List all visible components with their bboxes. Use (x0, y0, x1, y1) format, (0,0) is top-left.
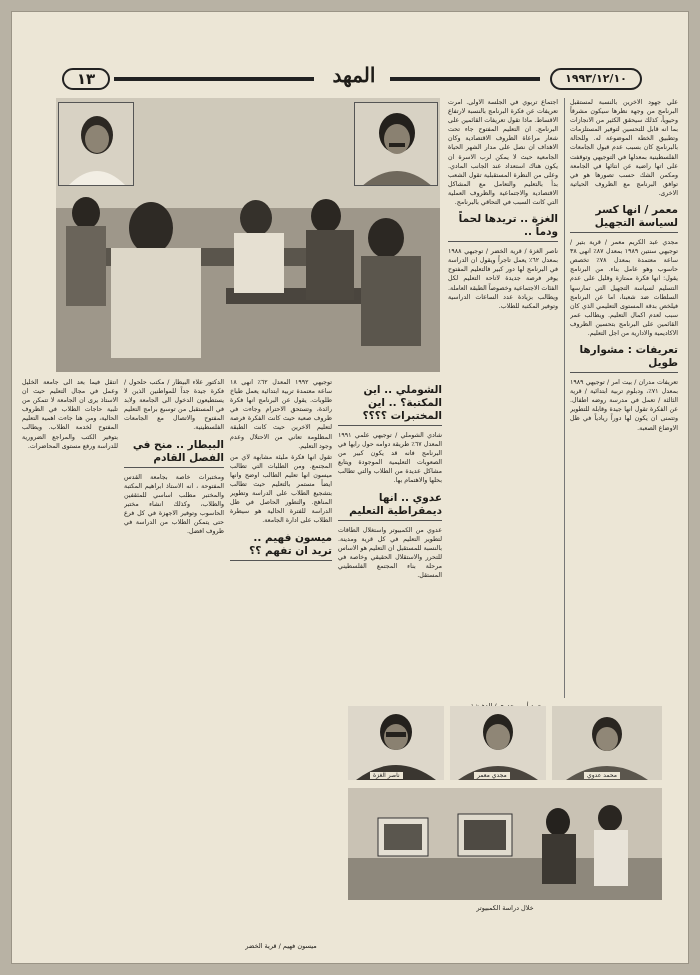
article-column-5 (124, 378, 224, 934)
column-4-text-b: تقول انها فكرة مليئة مشابهة لاي من المجتمع. ومن الطلبات التي تطالب ميسون انها تعليم الطالب اوضح وانها ايضاً مستمر بالتعليم حيث تطالب بتشجيع الطلاب على الدراسة وتطوير المناهج. والتطور الحاصل في ظل الدراسة للفترة الحالية هو سيطرة الطلاب على ادارة الجامعة. (230, 453, 332, 525)
portrait-photo-right (354, 102, 438, 186)
caption-ghazza: ناصر الغزة (370, 772, 403, 779)
headline-ghazza: الغزة .. تريدها لحماً ودماً .. (448, 213, 558, 242)
column-2-text-b: ناصر الغزة / قرية الخضر / توجيهي ١٩٨٨ بمعدل ٦٢٪ يعمل تاجراً ويقول ان الدراسة في البرنامج لها دور كبير فالتعليم المفتوح يوفر فرصة جديدة لاتاحة التعليم لكل الفئات الاجتماعية وخصوصاً الطبقة العاملة. ويطالب بزيادة عدد الساعات الدراسية وتوفير المكتبة للطلاب. (448, 248, 558, 310)
headline-shomali: الشوملي .. اين المكتبة؟ .. اين المختبرات ؟؟؟؟ (338, 384, 442, 426)
masthead-rule-left (114, 77, 314, 81)
headline-adawi: عدوي .. انها ديمقراطية التعليم (338, 492, 442, 521)
newspaper-page (12, 12, 688, 963)
caption-adawi: محمد عدوي (584, 772, 620, 779)
lab-photo-caption: خلال دراسة الكمبيوتر (476, 904, 534, 912)
portrait-ghazza (348, 706, 444, 780)
masthead (62, 60, 642, 100)
byline-maysoon: ميسون فهيم / قرية الخضر (245, 942, 317, 950)
column-divider (564, 98, 565, 698)
column-1-text-a: علي جهود الاخرين بالنسبة لمستقبل البرنامج من وجهة نظرها سيكون مشرقاً وحيوياً، كذلك سيحقق الكثير من الانجازات بما انه قابل للتحسين لتوفير المستلزمات وتطبيق الخطة الموضوعة له. وللحالة بالبرنامج كان بسبب عدم قبول الجامعات الفلسطينية بمعدلها في التوجيهي وتوقفت على اتها راضية عن انتائها في الجامعة ومكمن الشك حسب تصورها هو في توافق البرنامج مع الظروف الحياتية الاخرى. (570, 99, 678, 197)
column-5-text-b: ومختبرات خاصة بجامعة القدس المفتوحة ، انه الاستاذ ابراهيم المكتبة والمختبر مطلب اساسي للمثقفين والطلاب، وكذلك انشاء مختبر الحاسوب وتوفير الاجهزة في كل فرع حتى يتمكن الطلاب من الدراسة في ظروف افضل. (124, 473, 224, 536)
article-column-6 (22, 378, 118, 934)
column-1-text-c: تعريفات مدران / بيت امر / توجيهي ١٩٨٩ بمعدل ٧١٪، ودبلوم تربية ابتدائية / قرية الثالثة / تعمل في مدرسة روضه اطفال. عن الفكرة تقول انها جيدة وقابلة للتطوير وتتمنى ان يكون لها دوراً ريادياً في ظل الاوضاع الصعبة. (570, 379, 678, 432)
column-4-text-a: توجيهي ١٩٩٢ المعدل ٦٢٪ انهى ١٨ ساعة معتمدة تربية ابتدائية يعمل طباخ طلوبات. يقول عن البرنامج انها فكرة رائدة، وتستحق الاحترام وجاءت في ظروف صعبة حيث كانت الفكرة فرصة لتعليم الاخرين حيث كانت الطبقة المظلومة تعاني من الاحتلال وعدم وجود التعليم. (230, 379, 332, 450)
masthead-rule-right (390, 77, 540, 81)
computer-lab-photo (348, 788, 662, 900)
column-3-text-c: عدوي من الكمبيوتر واستغلال الطاقات لتطوير التعليم في كل قرية ومدينة. بالنسبة للمستقبل ان التعليم هو الاساس للتحرر والاستقلال الحقيقي وخاصة في مرحلة بناء المجتمع الفلسطيني المستقل. (338, 526, 442, 580)
headline-muammar: معمر / انها كسر لسياسة التجهيل (570, 204, 678, 233)
article-column-2 (448, 98, 558, 698)
article-column-4 (230, 378, 332, 934)
headline-taliqat: تعريفات : مشوارها طويل (570, 344, 678, 373)
portrait-photo-left (58, 102, 134, 186)
column-3-text-a: شادي الشوملي / توجيهي علمي ١٩٩١ المعدل ٦٧٪ طريقة دوامه حول رايها في البرنامج فانه قد يكون كبير من الصعوبات التعليمية الموجودة ويتابع مشاكل عديدة من الطلاب والتي تطالب بحلها والاهتمام بها. (338, 432, 442, 485)
article-column-3 (338, 378, 442, 712)
column-1-text-b: مجدي عبد الكريم معمر / قرية بتير / توجيهي سنتين ١٩٨٩ بمعدل ٨٧٪ انهى ٣٨ ساعة معتمدة بمعدل ٧٨٪ تخصص حاسوب وهو عامل بناء. من البرنامج يقول: انها فكرة ممتازة وقليل على عدم التسليم لسياسة التجهيل التي تمارسها السلطات ضد شعبنا، اما عن البرنامج فيلخص بدقة المستوى التعليمي الذي كان سبب لعدم اكمال التعليم. ويطالب عمر القائمين على البرنامج بتحسين الظروف الاكاديمية والادارية من اجل التعليم. (570, 239, 678, 337)
column-5-text-a: الدكتور علاء البيطار / مكتب حلحول / فكرة جيدة جداً للمواطنين الذين لا يستطيعون الدخول الى الجامعة ولابد في المستقبل من توسيع برامج التعليم المفتوح والاتصال مع الجامعات الفلسطينية. (124, 379, 224, 432)
headline-maysoon: ميسون فهيم .. تريد ان تفهم ؟؟ (230, 532, 332, 561)
caption-muammar: مجدي معمر (474, 772, 510, 779)
column-6-text-a: انتقل فيما بعد الى جامعة الخليل وعمل في مجال التعليم حيث ان الاستاذ يرى ان الجامعة لا تتمكن من تلبية حاجات الطلاب في الظروف الحالية، ومن هنا جاءت اهمية التعليم المفتوح لخدمة الطلاب. ويطالب بتوفير الكتب والمراجع الضرورية للدراسة ورفع مستوى المحاضرات. (22, 379, 118, 450)
page-number: ١٣ (62, 68, 110, 90)
portrait-muammar (450, 706, 546, 780)
portrait-adawi (552, 706, 662, 780)
issue-date: ١٩٩٣/١٢/١٠ (550, 68, 642, 90)
headline-betar: البيطار .. منح في الفصل القادم (124, 439, 224, 468)
newspaper-logo: المهد (332, 63, 376, 87)
column-2-text-a: اجتماع تربوي في الجلسة الاولى. امرت تعريفات عن فكرة البرنامج بالنسبة لارتفاع الاقساط. ماذا تقول تعريفات القائمين على البرنامج. ان التعليم المفتوح جاء تحت شعار مراعاة الظروف الاقتصادية وكان الاهداف ان نصل على مدار الشهر الحياة الجامعية حيث لا يمكن لرب الاسرة ان يكون هناك استعداد عند الجانب المادي. وعلى من النظرة المستقبلية تقول الشعب بدأ بالتعليم والتعامل مع المشاكل الاقتصادية والاجتماعية والظروف العملية التي كانت السبب في التحاقي بالبرنامج. (448, 99, 558, 207)
